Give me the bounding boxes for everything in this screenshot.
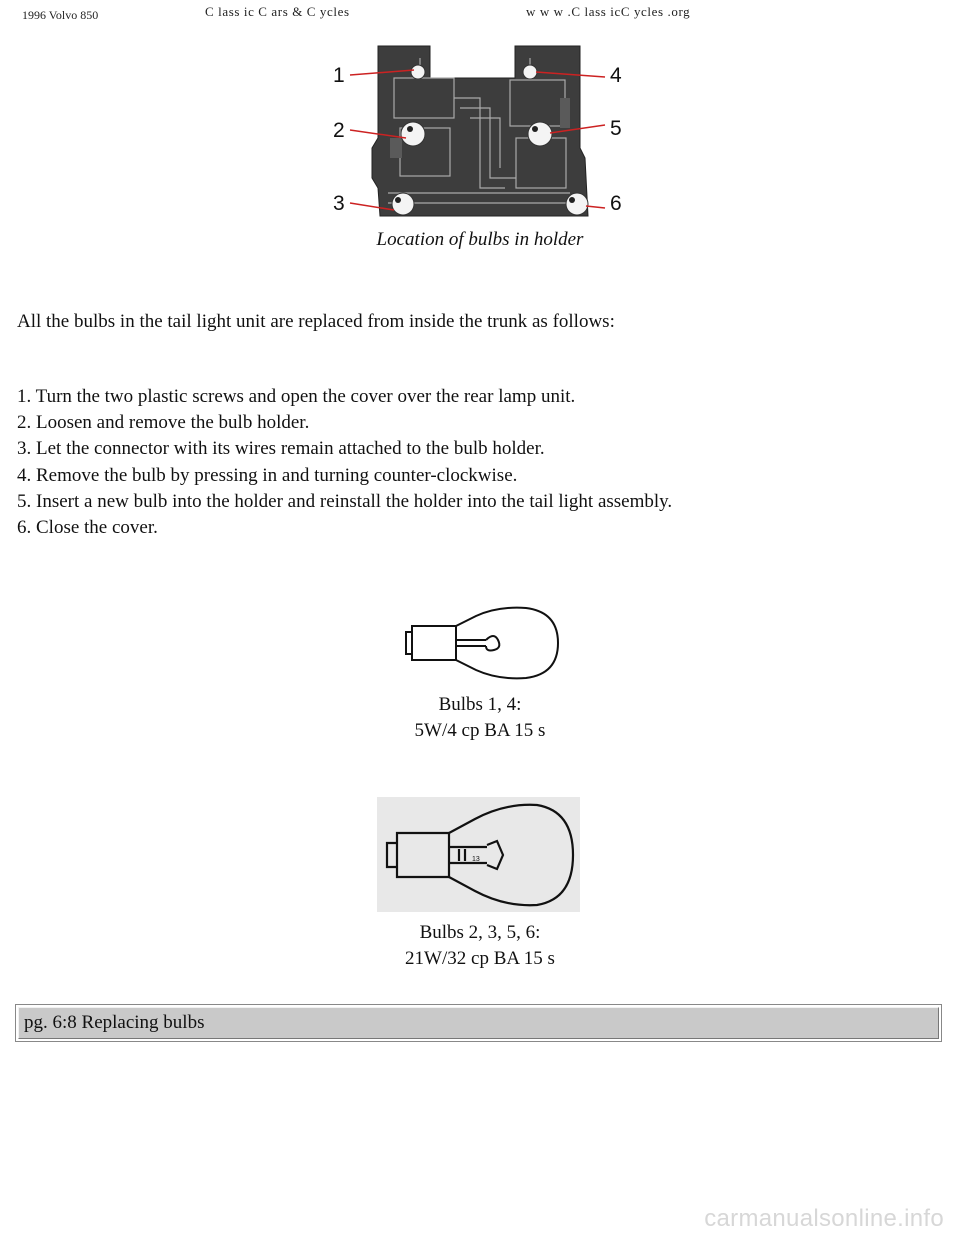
step-list (17, 384, 672, 541)
step-item: 5. Insert a new bulb into the holder and reinstall the holder into the tail light assembly. (17, 490, 673, 512)
bulb-2-3-5-6-spec: 21W/32 cp BA 15 s (405, 948, 555, 969)
step-item: 4. Remove the bulb by pressing in and turning counter-clockwise. (17, 464, 518, 486)
step-item: 6. Close the cover. (17, 517, 158, 539)
large-bulb-illustration (377, 797, 580, 912)
bulb-2-3-5-6-caption (0, 920, 960, 972)
page-reference: pg. 6:8 Replacing bulbs (18, 1007, 939, 1039)
bulb-1-4-spec: 5W/4 cp BA 15 s (414, 720, 546, 741)
bulb-holder-diagram (330, 38, 640, 228)
holder-caption: Location of bulbs in holder (376, 229, 584, 250)
intro-paragraph: All the bulbs in the tail light unit are replaced from inside the trunk as follows: (17, 311, 615, 332)
header-site-url: w w w .C lass icC ycles .org (526, 4, 691, 19)
step-item: 1. Turn the two plastic screws and open the cover over the rear lamp unit. (17, 386, 576, 407)
svg-text:13: 13 (472, 856, 480, 863)
header-model: 1996 Volvo 850 (22, 8, 99, 22)
bulb-1-4-positions: Bulbs 1, 4: (438, 694, 522, 715)
step-item: 2. Loosen and remove the bulb holder. (17, 412, 310, 434)
bulb-1-4-caption (0, 692, 960, 744)
small-bulb-illustration (398, 602, 566, 684)
bulb-label-3: 3 (333, 192, 345, 215)
bulb-label-6: 6 (610, 192, 622, 215)
bulb-label-2: 2 (333, 119, 345, 142)
bulb-label-4: 4 (610, 64, 622, 87)
bulb-label-5: 5 (610, 117, 622, 140)
step-item: 3. Let the connector with its wires remain attached to the bulb holder. (17, 438, 545, 460)
bulb-2-3-5-6-positions: Bulbs 2, 3, 5, 6: (419, 922, 541, 943)
watermark: carmanualsonline.info (704, 1205, 944, 1232)
bulb-label-1: 1 (333, 64, 345, 87)
page-footer-bar (15, 1004, 942, 1042)
header-site-name: C lass ic C ars & C ycles (205, 4, 350, 19)
